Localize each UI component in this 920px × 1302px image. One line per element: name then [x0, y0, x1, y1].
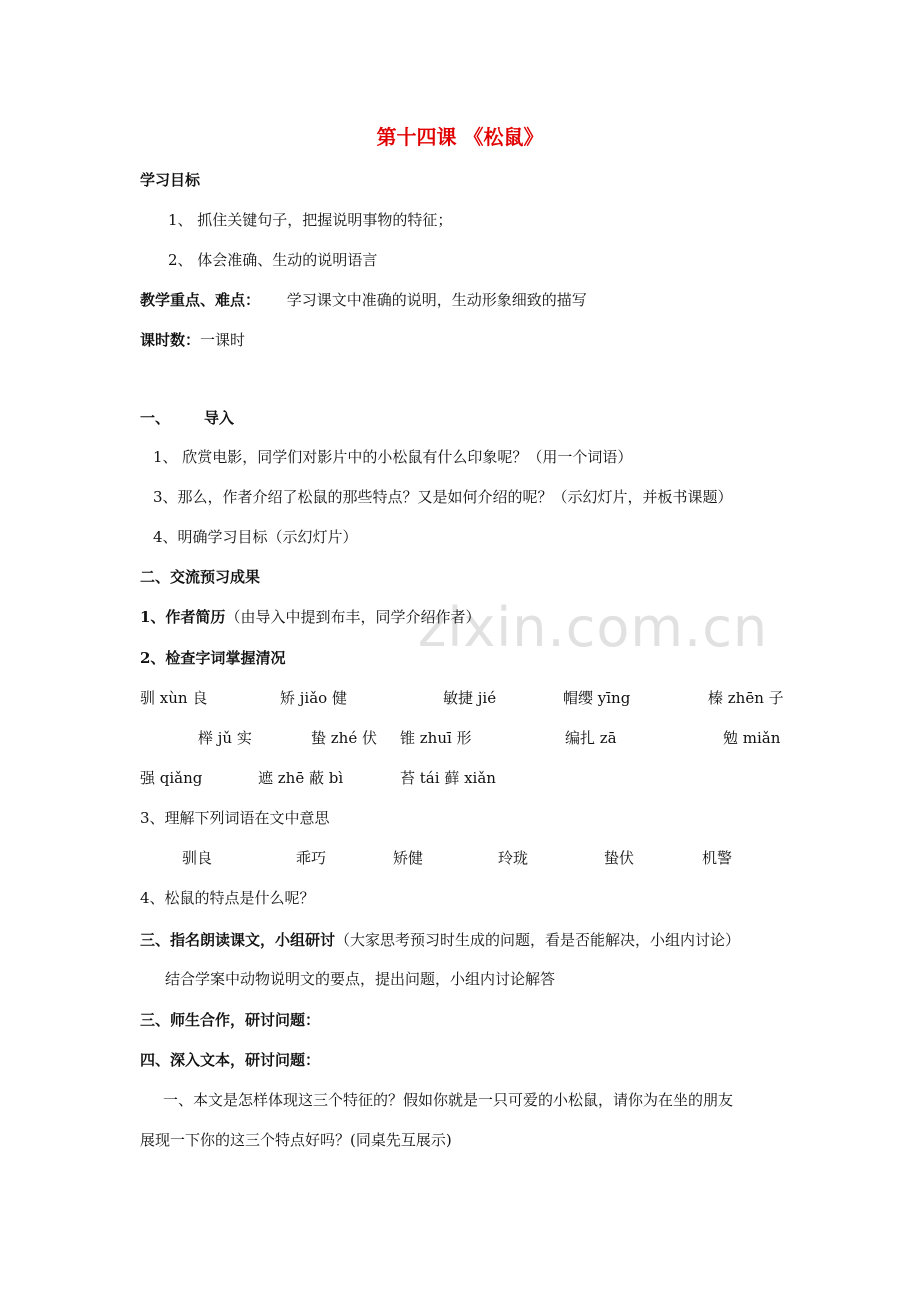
vocab-word: 编扎 zā: [565, 729, 617, 747]
section3a-text: （大家思考预习时生成的问题，看是否能解决，小组内讨论）: [335, 931, 741, 949]
hours-label: 课时数：: [140, 331, 201, 349]
features-question: 4、松鼠的特点是什么呢？: [140, 889, 315, 907]
author-text: （由导入中提到布丰，同学介绍作者）: [225, 608, 481, 626]
hours-row: [140, 330, 245, 350]
section1-heading: 导入: [204, 409, 235, 427]
section4-paragraph-line1: 一、本文是怎样体现这三个特征的？假如你就是一只可爱的小松鼠，请你为在坐的朋友: [163, 1091, 734, 1109]
vocab-word: 锥 zhuī 形: [400, 729, 472, 747]
understand-word: 玲珑: [498, 849, 529, 867]
vocab-word: 勉 miǎn: [723, 729, 781, 747]
vocab-word: 榉 jǔ 实: [198, 729, 252, 747]
key-points-label: 教学重点、难点：: [140, 291, 261, 309]
author-row: [140, 607, 480, 627]
section3b-heading: 三、师生合作，研讨问题：: [140, 1011, 321, 1029]
section1-num: 一、: [140, 409, 171, 427]
watermark: zixin.com.cn: [418, 596, 769, 659]
objective-item: 2、 体会准确、生动的说明语言: [168, 251, 378, 269]
understand-word: 矫健: [393, 849, 424, 867]
section3a-row: [140, 930, 740, 950]
objective-item: 1、 抓住关键句子，把握说明事物的特征；: [168, 211, 453, 229]
understand-word: 驯良: [182, 849, 213, 867]
key-points-row: [140, 290, 587, 310]
vocab-word: 敏捷 jié: [443, 689, 497, 707]
section2-heading: 二、交流预习成果: [140, 568, 261, 586]
vocab-word: 苔 tái 藓 xiǎn: [400, 769, 496, 787]
vocab-word: 帽缨 yīng: [563, 689, 631, 707]
vocab-word: 强 qiǎng: [140, 769, 203, 787]
understand-heading: 3、理解下列词语在文中意思: [140, 809, 330, 827]
section4-paragraph-line2: 展现一下你的这三个特点好吗？(同桌先互展示): [140, 1131, 452, 1149]
hours-text: 一课时: [200, 331, 246, 349]
vocab-word: 蛰 zhé 伏: [311, 729, 377, 747]
section3a-heading: 三、指名朗读课文，小组研讨: [140, 931, 336, 949]
section4-heading: 四、深入文本，研讨问题：: [140, 1051, 321, 1069]
understand-word: 乖巧: [296, 849, 327, 867]
objectives-heading: 学习目标: [140, 171, 201, 189]
vocab-word: 榛 zhēn 子: [708, 689, 784, 707]
intro-item: 4、明确学习目标（示幻灯片）: [153, 528, 358, 546]
vocab-word: 矫 jiǎo 健: [280, 689, 347, 707]
author-label: 1、作者简历: [140, 608, 226, 626]
understand-word: 蛰伏: [604, 849, 635, 867]
vocab-word: 驯 xùn 良: [140, 689, 208, 707]
intro-item: 3、那么，作者介绍了松鼠的那些特点？又是如何介绍的呢？（示幻灯片，并板书课题）: [153, 488, 733, 506]
vocab-word: 遮 zhē 蔽 bì: [258, 769, 344, 787]
vocab-check-heading: 2、检查字词掌握清况: [140, 649, 286, 667]
intro-item: 1、 欣赏电影，同学们对影片中的小松鼠有什么印象呢？（用一个词语）: [153, 448, 633, 466]
understand-word: 机警: [702, 849, 733, 867]
section3a-indent: 结合学案中动物说明文的要点，提出问题，小组内讨论解答: [165, 970, 556, 988]
lesson-title: 第十四课 《松鼠》: [376, 125, 544, 149]
key-points-text: 学习课文中准确的说明，生动形象细致的描写: [286, 291, 587, 309]
